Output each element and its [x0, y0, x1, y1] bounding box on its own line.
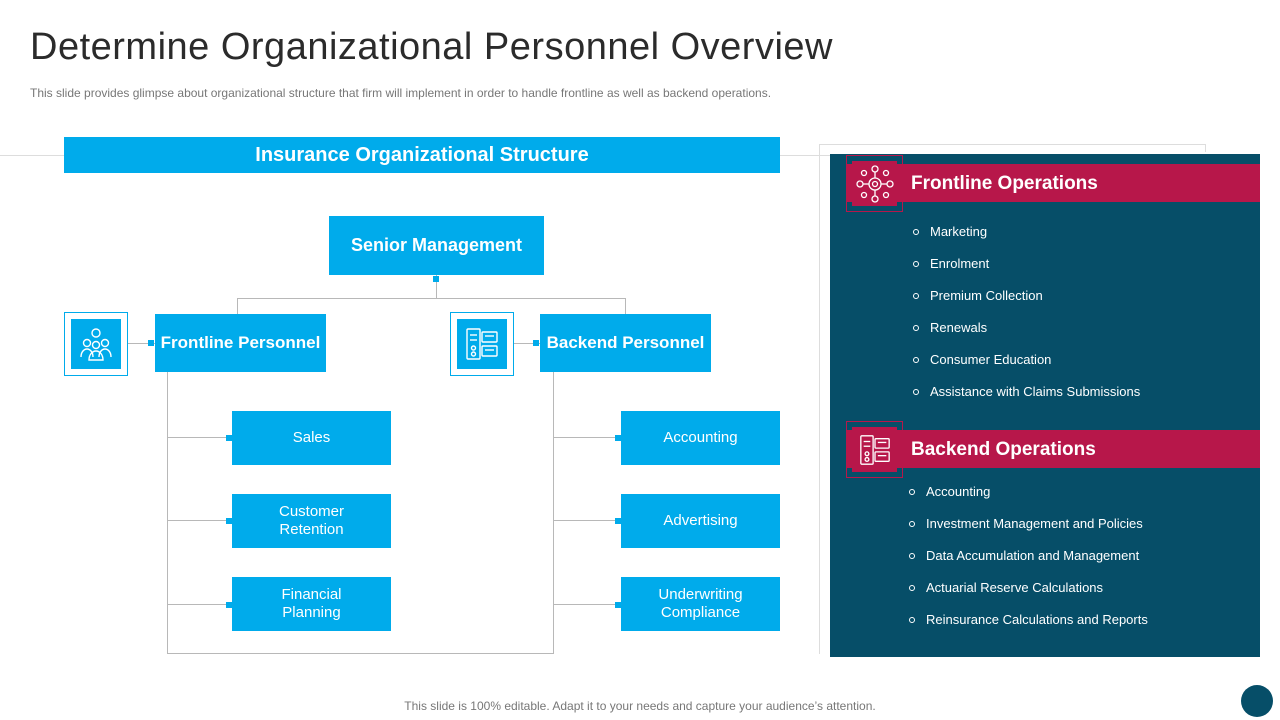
backend-operations-icon-frame — [846, 421, 903, 478]
page-title: Determine Organizational Personnel Overview — [30, 26, 833, 68]
connector-to-backend — [625, 298, 626, 314]
people-group-icon — [79, 326, 113, 362]
panel-frame-top — [819, 144, 1206, 152]
bullet-icon — [909, 585, 915, 591]
server-documents-icon — [858, 433, 892, 467]
bullet-icon — [913, 229, 919, 235]
node-financial-planning: Financial Planning — [232, 577, 391, 631]
footer-note: This slide is 100% editable. Adapt it to your needs and capture your audience’s attention. — [404, 699, 876, 713]
bullet-icon — [909, 617, 915, 623]
list-item: Actuarial Reserve Calculations — [909, 580, 1103, 595]
branch-line — [167, 437, 232, 438]
branch-line — [167, 520, 232, 521]
bullet-icon — [909, 489, 915, 495]
node-backend-personnel: Backend Personnel — [540, 314, 711, 372]
bullet-icon — [913, 389, 919, 395]
branch-line — [553, 604, 621, 605]
frontline-operations-title: Frontline Operations — [911, 173, 1098, 194]
panel-frame-side — [819, 144, 820, 654]
node-customer-retention: Customer Retention — [232, 494, 391, 548]
gear-network-icon — [855, 164, 895, 204]
bullet-icon — [909, 521, 915, 527]
bullet-icon — [913, 325, 919, 331]
list-item: Premium Collection — [913, 288, 1043, 303]
list-item: Reinsurance Calculations and Reports — [909, 612, 1148, 627]
node-underwriting-compliance: Underwriting Compliance — [621, 577, 780, 631]
list-item: Enrolment — [913, 256, 989, 271]
node-senior-management: Senior Management — [329, 216, 544, 275]
node-accounting: Accounting — [621, 411, 780, 465]
node-advertising: Advertising — [621, 494, 780, 548]
connector-root-horizontal — [237, 298, 626, 299]
frontline-operations-icon-frame — [846, 155, 903, 212]
group-box-right — [553, 372, 554, 654]
list-item: Assistance with Claims Submissions — [913, 384, 1140, 399]
frontline-icon-frame — [64, 312, 128, 376]
connector-to-frontline — [237, 298, 238, 314]
list-item: Accounting — [909, 484, 990, 499]
list-item: Consumer Education — [913, 352, 1051, 367]
corner-circle-decoration — [1241, 685, 1273, 717]
branch-line — [553, 437, 621, 438]
backend-icon-frame — [450, 312, 514, 376]
connector-dot-root — [433, 276, 439, 282]
org-chart-banner: Insurance Organizational Structure — [64, 137, 780, 173]
list-item: Data Accumulation and Management — [909, 548, 1139, 563]
list-item: Investment Management and Policies — [909, 516, 1143, 531]
server-documents-icon — [464, 326, 500, 362]
connector-dot-backend — [533, 340, 539, 346]
page-subtitle: This slide provides glimpse about organizational structure that firm will implement in order to handle frontline as well as backend operations. — [30, 86, 772, 100]
bullet-icon — [913, 261, 919, 267]
branch-line — [553, 520, 621, 521]
list-item: Marketing — [913, 224, 987, 239]
group-box-left — [167, 372, 168, 654]
connector-dot-frontline — [148, 340, 154, 346]
node-sales: Sales — [232, 411, 391, 465]
bullet-icon — [913, 293, 919, 299]
list-item: Renewals — [913, 320, 987, 335]
bullet-icon — [909, 553, 915, 559]
branch-line — [167, 604, 232, 605]
group-box-bottom — [167, 653, 554, 654]
bullet-icon — [913, 357, 919, 363]
node-frontline-personnel: Frontline Personnel — [155, 314, 326, 372]
backend-operations-title: Backend Operations — [911, 439, 1096, 460]
